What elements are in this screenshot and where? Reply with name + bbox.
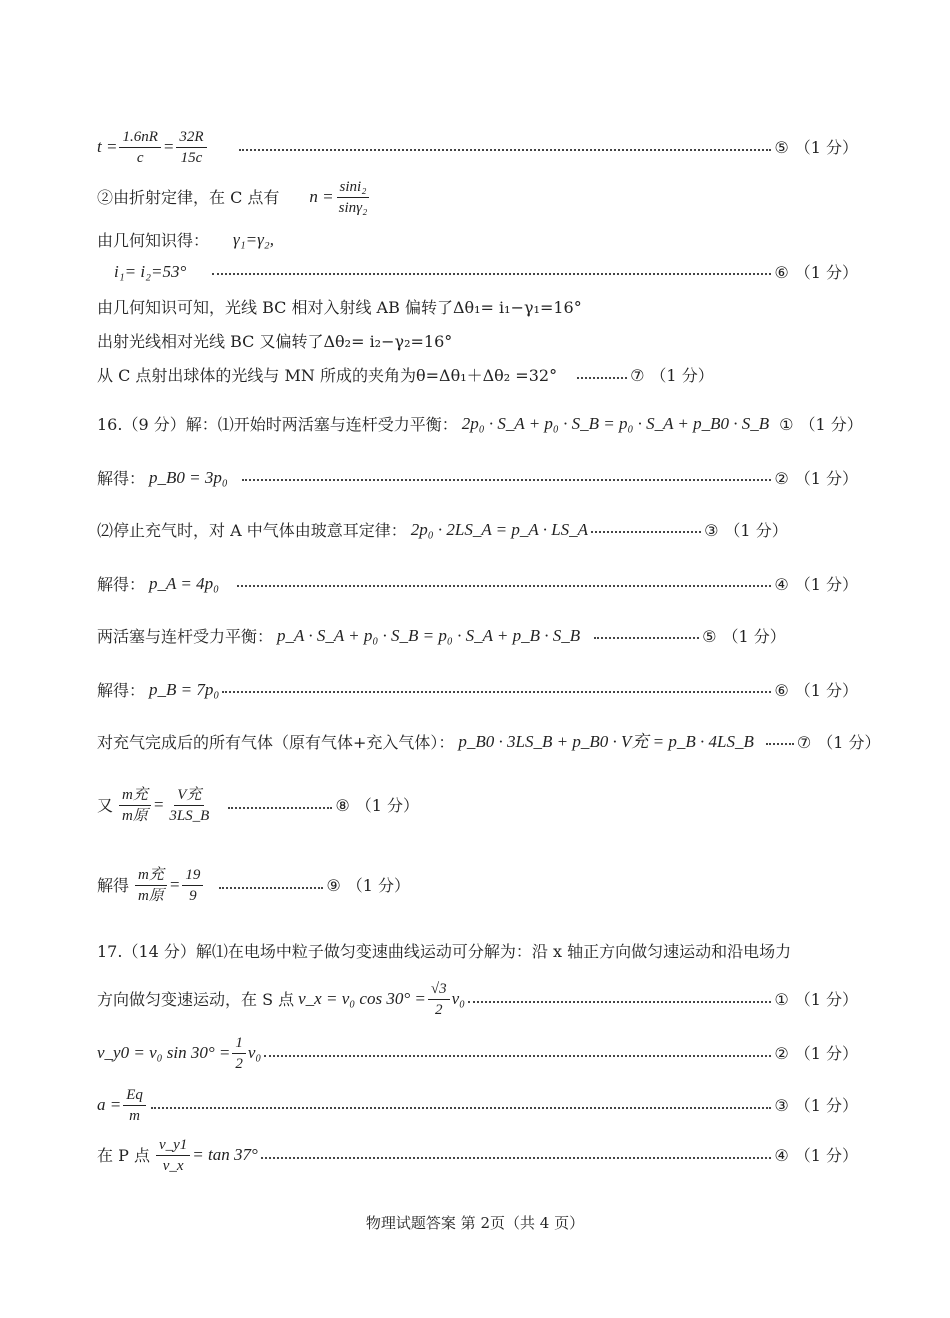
line-pb xyxy=(97,680,858,700)
equation: p_B0 = 3p₀ xyxy=(149,468,228,487)
score: （1 分） xyxy=(346,875,410,895)
step-mark: ⑨ xyxy=(326,875,341,895)
step-mark: ④ xyxy=(774,574,789,594)
leader-dots xyxy=(219,887,323,889)
leader-dots xyxy=(591,531,701,533)
step-mark: ⑦ xyxy=(796,732,812,752)
text: 对充气完成后的所有气体（原有气体+充入气体）： xyxy=(97,732,455,752)
leader-dots xyxy=(242,479,772,481)
text: 方向做匀变速运动，在 S 点 xyxy=(97,989,295,1009)
score: （1 分） xyxy=(794,1145,858,1165)
text: 解得： xyxy=(97,468,146,488)
equation: 2p₀ · S_A + p₀ · S_B = p₀ · S_A + p_B0 · S_B xyxy=(461,414,770,433)
score: （1 分） xyxy=(794,1043,858,1063)
leader-dots xyxy=(212,273,771,275)
score: （1 分） xyxy=(794,680,858,700)
fraction: $\frac{32R}{15c}$ xyxy=(176,128,206,167)
line-total-angle xyxy=(97,366,858,385)
line-refraction-law xyxy=(97,178,858,217)
step-mark: ⑦ xyxy=(630,366,645,385)
line-pa xyxy=(97,574,858,594)
leader-dots xyxy=(151,1107,771,1109)
score: （1 分） xyxy=(799,414,863,434)
score: （1 分） xyxy=(724,520,788,540)
score: （1 分） xyxy=(817,732,881,752)
line-geometry xyxy=(97,230,858,250)
text: 解得： xyxy=(97,680,146,700)
leader-dots xyxy=(594,637,699,639)
equation: p_B = 7p₀ xyxy=(149,680,220,699)
score: （1 分） xyxy=(794,468,858,488)
leader-dots xyxy=(228,807,332,809)
text: 在 P 点 xyxy=(97,1145,150,1165)
equation: p_A · S_A + p₀ · S_B = p₀ · S_A + p_B · S_B xyxy=(277,626,581,645)
fraction: $\frac{v\_y1}{v\_x}$ xyxy=(156,1136,190,1175)
equation: t = xyxy=(97,137,118,157)
text: 解得： xyxy=(97,574,146,594)
step-mark: ⑧ xyxy=(335,795,350,815)
line-boyle xyxy=(97,520,858,540)
leader-dots xyxy=(468,1001,771,1003)
line-pb0 xyxy=(97,468,858,488)
equation: 2p₀ · 2LS_A = p_A · LS_A xyxy=(410,520,589,539)
text: 由几何知识可知，光线 BC 相对入射线 AB 偏转了Δθ₁= i₁−γ₁=16° xyxy=(97,298,582,317)
equation: γ₁=γ₂, xyxy=(233,230,274,249)
line-balance-2 xyxy=(97,626,858,646)
line-deflection-2 xyxy=(97,332,858,351)
line-vx: 方向做匀变速运动，在 S 点 v_x = v₀ cos 30° = $\frac{√3}{2}$ v₀ ① （1 分） xyxy=(97,981,858,1018)
equation: a = xyxy=(97,1095,122,1115)
text: ⑵停止充气时，对 A 中气体由玻意耳定律： xyxy=(97,520,407,540)
leader-dots xyxy=(577,377,627,379)
line-acceleration xyxy=(97,1086,858,1125)
score: （1 分） xyxy=(794,137,858,157)
text: 解得 xyxy=(97,875,130,895)
step-mark: ③ xyxy=(774,1095,789,1115)
fraction: $\frac{√3}{2}$ xyxy=(428,980,450,1019)
line-all-gas xyxy=(97,732,881,752)
line-q16-balance xyxy=(97,414,863,434)
step-mark: ④ xyxy=(774,1145,789,1165)
step-mark: ① xyxy=(779,414,794,434)
equation: v_y0 = v₀ sin 30° = xyxy=(97,1043,231,1063)
equation: = tan 37° xyxy=(192,1145,258,1165)
fraction: $\frac{\text{sini₂}}{\text{sinγ₂}}$ xyxy=(336,178,371,217)
line-deflection-1 xyxy=(97,298,858,317)
fraction: $\frac{\text{m充}}{\text{m原}}$ xyxy=(119,786,151,825)
fraction: $\frac{1}{2}$ xyxy=(232,1034,246,1073)
step-mark: ⑥ xyxy=(774,262,789,282)
fraction: $\frac{\text{m充}}{\text{m原}}$ xyxy=(135,866,167,905)
fraction: $\frac{19}{9}$ xyxy=(182,866,203,905)
question-16-text: 16.（9 分）解：⑴开始时两活塞与连杆受力平衡： xyxy=(97,414,458,434)
fraction: $\frac{1.6nR}{c}$ xyxy=(119,128,160,167)
line-tan37 xyxy=(97,1136,858,1175)
step-mark: ③ xyxy=(704,520,719,540)
text: 由几何知识得： xyxy=(97,230,210,250)
leader-dots xyxy=(237,585,771,587)
line-mass-ratio: 又 $\frac{\text{m充}}{\text{m原}}$ = $\frac{\text{V充}}{3LS\_B}$ ⑧ （1 分） xyxy=(97,787,419,824)
score: （1 分） xyxy=(794,574,858,594)
page-footer: 物理试题答案 第 2页（共 4 页） xyxy=(365,1214,585,1232)
score: （1 分） xyxy=(794,989,858,1009)
text: ②由折射定律，在 C 点有 xyxy=(97,187,280,207)
leader-dots xyxy=(222,691,771,693)
equation: p_A = 4p₀ xyxy=(149,574,219,593)
score: （1 分） xyxy=(650,366,714,385)
score: （1 分） xyxy=(794,1095,858,1115)
line-mass-result: 解得 $\frac{\text{m充}}{\text{m原}}$ = $\frac{19}{9}$ ⑨ （1 分） xyxy=(97,867,410,904)
score: （1 分） xyxy=(355,795,419,815)
equation: n = xyxy=(309,187,334,207)
leader-dots xyxy=(766,743,794,745)
score: （1 分） xyxy=(722,626,786,646)
equation: i₁= i₂=53° xyxy=(114,262,187,281)
text: 两活塞与连杆受力平衡： xyxy=(97,626,274,646)
fraction: $\frac{Eq}{m}$ xyxy=(123,1086,146,1125)
text: 又 xyxy=(97,795,114,815)
equation: v_x = v₀ cos 30° = xyxy=(298,989,426,1009)
step-mark: ② xyxy=(774,1043,789,1063)
line-angles xyxy=(114,262,858,282)
step-mark: ⑥ xyxy=(774,680,789,700)
step-mark: ② xyxy=(774,468,789,488)
step-mark: ① xyxy=(774,989,789,1009)
fraction: $\frac{\text{V充}}{3LS\_B}$ xyxy=(169,787,210,824)
text: 出射光线相对光线 BC 又偏转了Δθ₂= i₂−γ₂=16° xyxy=(97,332,453,351)
question-17-text: 17.（14 分）解⑴在电场中粒子做匀变速曲线运动可分解为：沿 x 轴正方向做匀速运动和沿电场力 xyxy=(97,942,792,961)
equation: p_B0 · 3LS_B + p_B0 · V充 = p_B · 4LS_B xyxy=(458,732,754,751)
line-q17-intro xyxy=(97,942,858,961)
score: （1 分） xyxy=(794,262,858,282)
step-mark: ⑤ xyxy=(702,626,717,646)
leader-dots xyxy=(261,1157,772,1159)
leader-dots xyxy=(264,1055,771,1057)
text: 从 C 点射出球体的光线与 MN 所成的夹角为θ=Δθ₁＋Δθ₂ =32° xyxy=(97,366,558,385)
step-mark: ⑤ xyxy=(774,137,789,157)
line-time-result: t = $\frac{1.6nR}{c}$ = $\frac{32R}{15c}$ ⑤ （1 分） xyxy=(97,129,858,166)
line-vy0: v_y0 = v₀ sin 30° = $\frac{1}{2}$ v₀ ② （1 分） xyxy=(97,1035,858,1072)
leader-dots xyxy=(239,149,772,151)
